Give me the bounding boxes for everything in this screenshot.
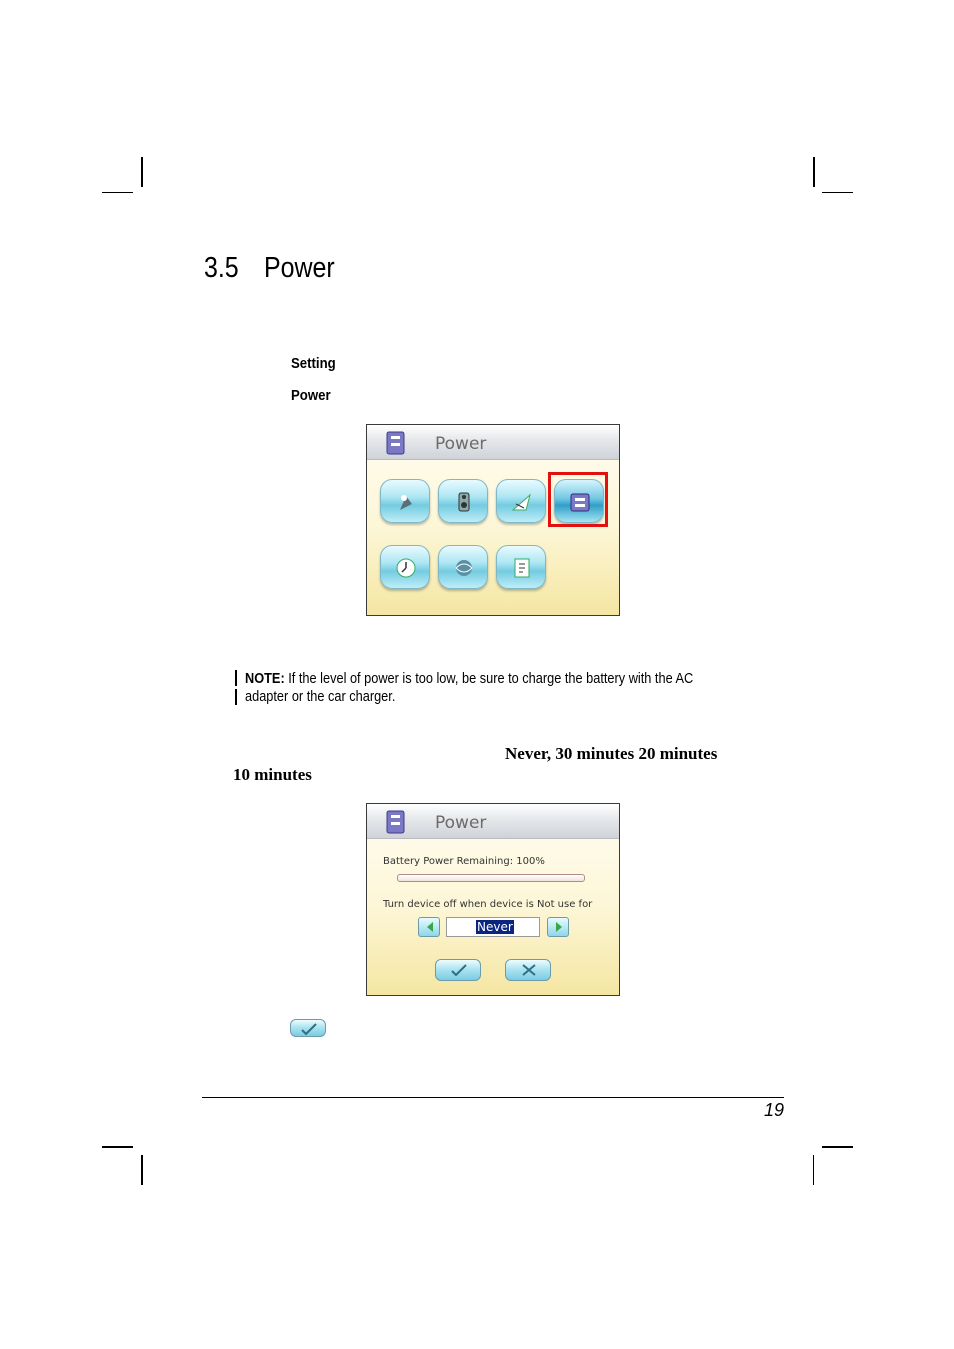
system-info-button[interactable] [496,545,546,589]
timeout-value: Never [477,920,513,934]
note-marker [235,670,237,686]
network-button[interactable] [438,545,488,589]
next-option-button[interactable] [547,917,569,937]
inline-ok-button [290,1019,326,1037]
previous-option-button[interactable] [418,917,440,937]
ok-button[interactable] [435,959,481,981]
calibration-button[interactable] [496,479,546,523]
title-bar [367,804,619,839]
arrow-right-icon [553,921,565,933]
screen-title: Power [435,813,487,833]
volume-icon [452,490,476,514]
check-icon [301,1023,317,1035]
clock-button[interactable] [380,545,430,589]
system-info-icon [510,556,534,580]
calibration-icon [510,490,534,514]
section-title: Power [264,252,335,284]
cancel-button[interactable] [505,959,551,981]
battery-icon [385,809,407,835]
crop-mark [141,1155,143,1185]
default-text: 10 minutes [233,765,312,784]
cancel-x-icon [521,964,537,976]
footer-rule [202,1097,784,1098]
step-setting: Setting [291,355,336,372]
note [245,670,738,706]
power-screen [366,803,620,996]
title-bar [367,425,619,460]
note-marker [235,689,237,705]
network-icon [452,556,476,580]
brightness-icon [394,490,418,514]
timeout-select[interactable] [446,917,540,937]
crop-mark [813,157,815,187]
crop-mark [822,192,853,193]
arrow-left-icon [424,921,436,933]
crop-mark [813,1155,814,1185]
step-power: Power [291,387,331,404]
crop-mark [822,1146,853,1148]
page-number: 19 [763,1100,784,1120]
section-number: 3.5 [204,252,239,284]
turn-off-label: Turn device off when device is Not use for [383,899,593,910]
battery-icon [385,430,407,456]
battery-label: Battery Power Remaining: 100% [383,856,545,867]
crop-mark [102,1146,133,1148]
options-text: Never, 30 minutes 20 minutes [505,744,718,763]
note-label: NOTE: [245,671,285,687]
screen-title: Power [435,434,487,454]
settings-screen [366,424,620,616]
selection-highlight [548,472,608,527]
crop-mark [102,192,133,193]
battery-progress-bar [397,874,585,882]
check-icon [451,964,467,976]
volume-button[interactable] [438,479,488,523]
clock-icon [394,556,418,580]
note-text: If the level of power is too low, be sure to charge the battery with the AC adapter or the car charger. [245,671,694,705]
brightness-button[interactable] [380,479,430,523]
crop-mark [141,157,143,187]
